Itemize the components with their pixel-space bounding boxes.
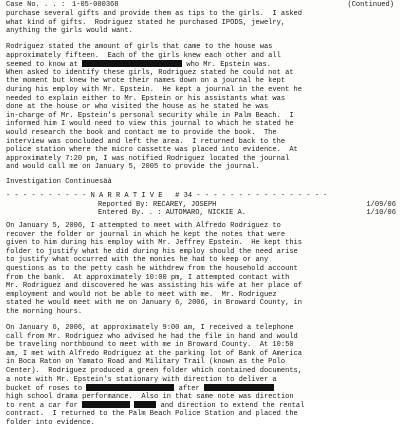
redaction-bar xyxy=(134,401,156,408)
entered-date: 1/10/06 xyxy=(366,209,396,218)
text-line: in-charge of Mr. Epstein's personal security while in Palm Beach. I xyxy=(6,111,294,120)
text-segment: after xyxy=(178,385,200,394)
text-line: approximately 7:20 pm, I was notified Rodriguez located the journal xyxy=(6,154,290,163)
continued-label: (Continued) xyxy=(347,1,394,9)
text-segment: who Mr. Epstein was. xyxy=(186,61,271,70)
text-line: and would call me on January 5, 2005 to provide the journal. xyxy=(6,163,260,172)
redaction-bar xyxy=(82,401,130,408)
text-segment: and direction to extend the rental xyxy=(160,402,305,411)
text-line: given to him during his employ with Mr. Jeffrey Epstein. He kept this xyxy=(6,239,303,248)
text-line-redacted xyxy=(6,401,398,410)
text-line: When asked to identify these girls, Rodriguez stated he could not at xyxy=(6,68,294,77)
entered-by-line xyxy=(6,209,398,218)
text-line-redacted xyxy=(6,60,398,69)
redaction-bar xyxy=(204,384,274,391)
reported-date: 1/09/06 xyxy=(366,200,396,209)
investigation-status xyxy=(6,178,398,187)
text-line: would research the book and contact me to provide the book. The xyxy=(6,128,277,137)
case-number-label: Case No. . . : xyxy=(6,1,66,9)
text-line: during his employ with Mr. Epstein. He kept a journal in the event he xyxy=(6,85,303,94)
text-line: the morning hours. xyxy=(6,307,83,316)
text-line: informed him I would need to view this journal to which he stated he xyxy=(6,120,294,129)
text-line: questions as to the petty cash he withdrew from the household account xyxy=(6,264,298,273)
case-number: 1-05-000368 xyxy=(72,1,119,9)
text-line: am, I met with Alfredo Rodriguez at the parking lot of Bank of America xyxy=(6,349,303,358)
text-line: from the bank. At approximately 10:00 pm, I attempted contact with xyxy=(6,273,290,282)
text-line: police station where the micro cassette was placed into evidence. At xyxy=(6,146,298,155)
text-line: approximately fifteen. Each of the girls knew each other and all xyxy=(6,51,281,60)
text-line: purchase several gifts and provide them as tips to the girls. I asked xyxy=(6,10,303,18)
text-line: interview was concluded and left the area. I returned back to the xyxy=(6,137,286,146)
text-line: what kind of gifts. Rodriguez stated he purchased IPODS, jewelry, xyxy=(6,18,286,27)
text-line: in Boca Raton on Yamato Road and Military Trail (known as the Polo xyxy=(6,358,286,367)
paragraph-girls-journal xyxy=(6,43,398,172)
text-line: anything the girls would want. xyxy=(6,27,133,36)
text-line: Rodriguez stated the amount of girls that came to the house was xyxy=(6,43,273,51)
text-line: the moment but knew he wrote their names down on a journal he kept xyxy=(6,77,286,86)
text-line: recover the folder or journal in which he kept the notes that were xyxy=(6,230,286,239)
case-header xyxy=(6,1,394,10)
paragraph-gifts xyxy=(6,10,398,36)
text-segment: to rent a car for xyxy=(6,402,78,411)
narrative-header xyxy=(6,192,398,218)
text-line: employment and would not be able to meet with me. Mr. Rodriguez xyxy=(6,290,277,299)
text-line: On January 6, 2006, at approximately 9:00 am, I received a telephone xyxy=(6,324,294,332)
text-line: to justify what occurred with the monies he had to keep or any xyxy=(6,256,269,265)
text-segment: bucket of roses to xyxy=(6,385,83,394)
text-line: a note with Mr. Epstein's stationary with direction to deliver a xyxy=(6,375,277,384)
paragraph-january-5 xyxy=(6,222,398,317)
text-line: stated he would meet with me on January 6, 2006, in Broward County, in xyxy=(6,299,303,308)
text-line: needed to explain either to Mr. Epstein or his assistants what was xyxy=(6,94,286,103)
entered-by: Entered By. . : AUTOMARO, NICKIE A. xyxy=(98,209,247,218)
text-line: On January 5, 2006, I attempted to meet with Alfredo Rodriguez to xyxy=(6,222,281,230)
text-line: Center). Rodriguez produced a green folder which contained documents, xyxy=(6,366,303,375)
text-line-redacted xyxy=(6,384,398,393)
text-line: done at the house or who visited the house as he stated he was xyxy=(6,103,269,112)
redaction-bar xyxy=(86,384,174,391)
text-line: contract. I returned to the Palm Beach Police Station and placed the xyxy=(6,409,298,418)
text-line: Mr. Rodriguez and discovered he was assisting his wife at her place of xyxy=(6,282,303,291)
reported-by-line xyxy=(6,201,398,210)
text-line: call from Mr. Rodriguez who advised he had the file in hand and would xyxy=(6,332,298,341)
text-line: folder to justify what he did during his employ should the need arise xyxy=(6,247,298,256)
paragraph-january-6 xyxy=(6,324,398,427)
redaction-bar xyxy=(82,60,182,67)
text-line: be traveling northbound to meet with me in Broward County. At 10:50 xyxy=(6,341,294,350)
reported-by: Reported By: RECAREY, JOSEPH xyxy=(98,200,217,209)
text-line: high school drama performance. Also in that same note was direction xyxy=(6,392,294,401)
text-segment: seemed to know at xyxy=(6,61,78,70)
narrative-title: - - - - - - - - - - N A R R A T I V E # 34 - - - - - - - - - - - - - - - - xyxy=(6,192,328,200)
text-line: folder into evidence. xyxy=(6,418,95,427)
investigation-continues: Investigation Continuesäà xyxy=(6,178,112,186)
